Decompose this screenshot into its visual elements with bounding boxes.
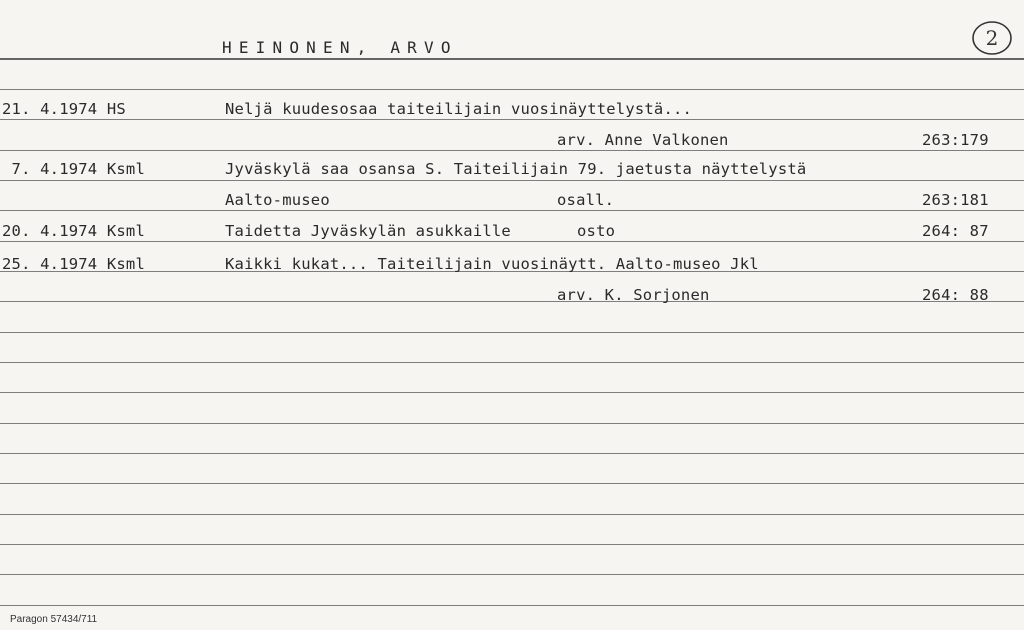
ruled-line	[0, 453, 1024, 454]
title-underline	[0, 58, 1024, 60]
entry-ref: 264: 87	[922, 222, 989, 240]
entry-text: arv. K. Sorjonen	[557, 286, 710, 304]
ruled-line	[0, 392, 1024, 393]
entry-text: Kaikki kukat... Taiteilijain vuosinäytt. Aalto-museo Jkl	[225, 255, 759, 273]
ruled-line	[0, 301, 1024, 302]
entry-date: 7. 4.1974 Ksml	[2, 160, 145, 178]
entry-text: Neljä kuudesosaa taiteilijain vuosinäyttelystä...	[225, 100, 693, 118]
entry-ref: 264: 88	[922, 286, 989, 304]
circled-number-badge	[970, 18, 1014, 58]
ruled-line	[0, 362, 1024, 363]
printer-imprint: Paragon 57434/711	[10, 614, 98, 625]
ruled-line	[0, 119, 1024, 120]
entry-text: Jyväskylä saa osansa S. Taiteilijain 79. jaetusta näyttelystä	[225, 160, 807, 178]
ruled-line	[0, 150, 1024, 151]
entry-date: 20. 4.1974 Ksml	[2, 222, 145, 240]
entry-text-secondary: osto	[577, 222, 616, 240]
entry-ref: 263:179	[922, 131, 989, 149]
ruled-line	[0, 605, 1024, 606]
entry-date: 21. 4.1974 HS	[2, 100, 126, 118]
entry-text: arv. Anne Valkonen	[557, 131, 729, 149]
ruled-line	[0, 514, 1024, 515]
ruled-line	[0, 483, 1024, 484]
ruled-line	[0, 180, 1024, 181]
badge-number: 2	[985, 26, 999, 50]
ruled-line	[0, 241, 1024, 242]
ruled-line	[0, 544, 1024, 545]
ruled-line	[0, 423, 1024, 424]
entry-text: Aalto-museo	[225, 191, 330, 209]
entry-text-secondary: osall.	[557, 191, 615, 209]
ruled-line	[0, 210, 1024, 211]
ruled-line	[0, 574, 1024, 575]
card-name-heading: HEINONEN, ARVO	[222, 38, 458, 57]
ruled-line	[0, 89, 1024, 90]
entry-text: Taidetta Jyväskylän asukkaille	[225, 222, 511, 240]
ruled-line	[0, 332, 1024, 333]
entry-date: 25. 4.1974 Ksml	[2, 255, 145, 273]
entry-ref: 263:181	[922, 191, 989, 209]
